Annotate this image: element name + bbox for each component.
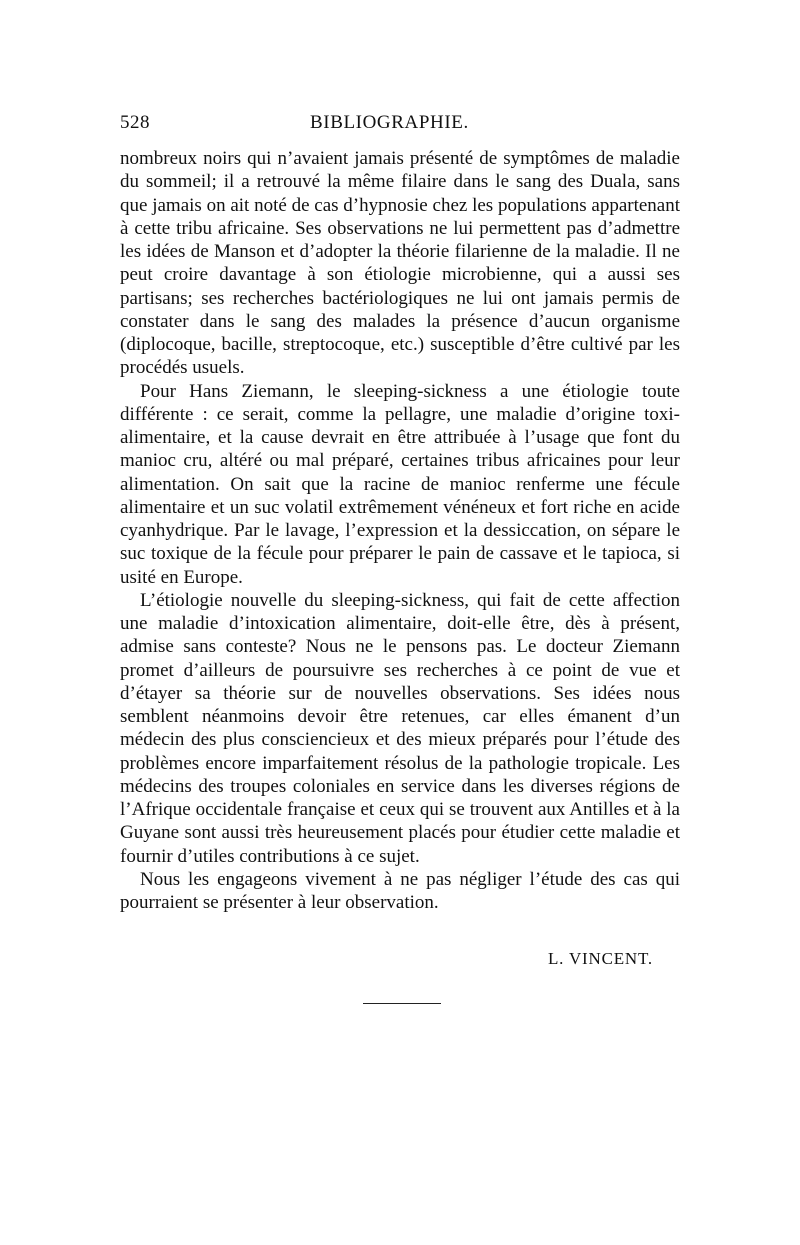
- section-divider: [363, 1003, 441, 1004]
- paragraph-ziemann-etiology: Pour Hans Ziemann, le sleeping-sickness a une étiologie toute différente : ce serait, comme la pellagre, une maladie d’origine toxi-alimentaire, et la cause devrait en être attribuée à l’usage que font du manioc cru, altéré ou mal préparé, certaines tribus africaines pour leur alimentation. On sait que la racine de manioc renferme une fécule alimentaire et un suc volatil extrêmement vénéneux et fort riche en acide cyanhydrique. Par le lavage, l’expression et la dessiccation, on sépare le suc toxique de la fécule pour préparer le pain de cassave et le tapioca, si usité en Europe.: [120, 380, 680, 588]
- paragraph-new-etiology: L’étiologie nouvelle du sleeping-sickness, qui fait de cette affection une maladie d’intoxication alimentaire, doit-elle être, dès à présent, admise sans conteste? Nous ne le pensons pas. Le docteur Ziemann promet d’ailleurs de poursuivre ses recherches à ce point de vue et d’étayer sa théorie sur de nouvelles observations. Ses idées nous semblent néanmoins devoir être retenues, car elles émanent d’un médecin des plus consciencieux et des mieux préparés pour l’étude des problèmes encore imparfaitement résolus de la pathologie tropicale. Les médecins des troupes coloniales en service dans les diverses régions de l’Afrique occidentale française et ceux qui se trouvent aux Antilles et à la Guyane sont aussi très heureusement placés pour étudier cette maladie et fournir d’utiles contributions à ce sujet.: [120, 589, 680, 867]
- running-head: BIBLIOGRAPHIE.: [310, 112, 469, 133]
- paragraph-continuation: nombreux noirs qui n’avaient jamais présenté de symptômes de maladie du sommeil; il a retrouvé la même filaire dans le sang des Duala, sans que jamais on ait noté de cas d’hypnosie chez les populations appartenant à cette tribu africaine. Ses observations ne lui permettent pas d’admettre les idées de Manson et d’adopter la théorie filarienne de la maladie. Il ne peut croire davantage à son étiologie microbienne, qui a aussi ses partisans; ses recherches bactériologiques ne lui ont jamais permis de constater dans le sang des malades la présence d’aucun organisme (diplocoque, bacille, streptocoque, etc.) susceptible d’être cultivé par les procédés usuels.: [120, 148, 680, 379]
- page-header: [120, 112, 680, 142]
- author-signature: L. VINCENT.: [548, 949, 653, 968]
- page-number: 528: [120, 112, 150, 133]
- body-text: [120, 147, 680, 914]
- paragraph-closing: Nous les engageons vivement à ne pas négliger l’étude des cas qui pourraient se présenter à leur observation.: [120, 868, 680, 913]
